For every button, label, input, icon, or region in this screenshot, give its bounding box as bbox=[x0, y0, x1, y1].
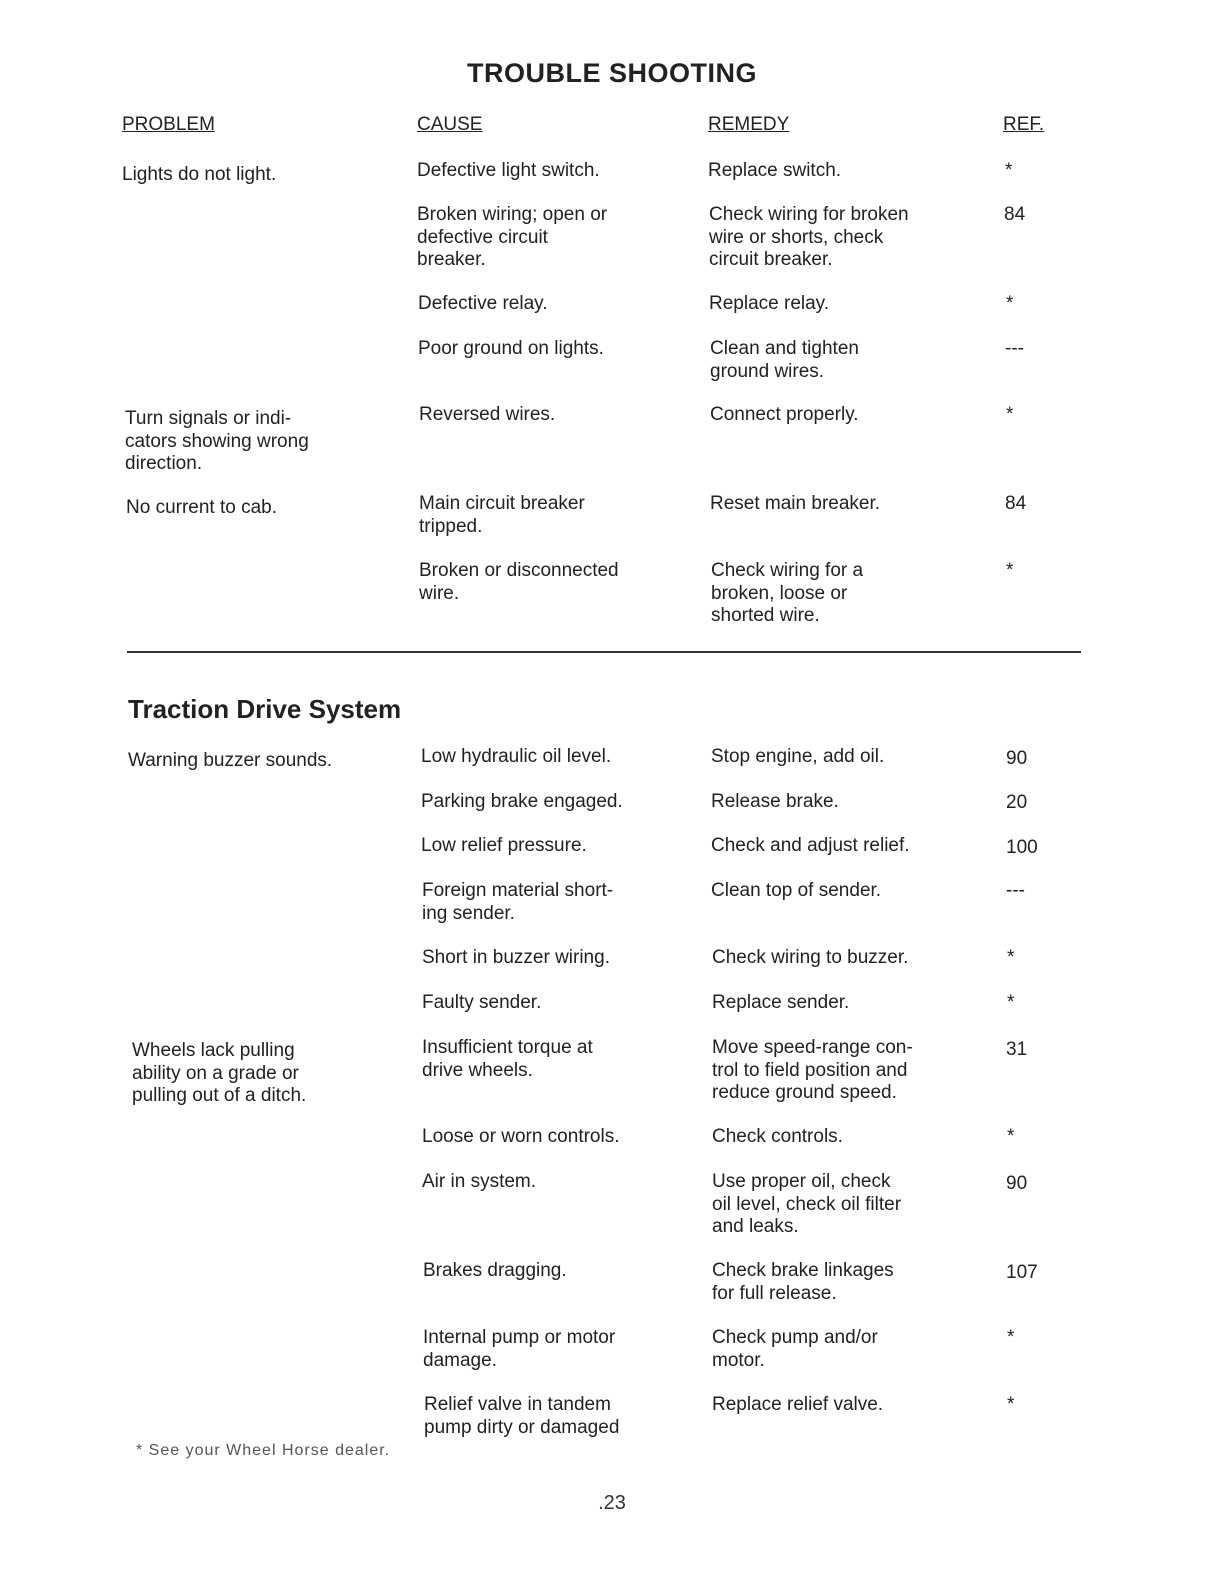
text-line: Reset main breaker. bbox=[710, 493, 881, 514]
remedy-cell bbox=[711, 835, 910, 858]
problem-cell bbox=[126, 497, 277, 520]
text-line: Faulty sender. bbox=[422, 992, 542, 1013]
ref-cell: * bbox=[1007, 1394, 1015, 1415]
text-line: Check wiring for a bbox=[711, 560, 864, 581]
ref-cell: --- bbox=[1005, 338, 1024, 359]
text-line: Foreign material short- bbox=[422, 880, 614, 901]
remedy-cell bbox=[712, 1260, 894, 1305]
text-line: oil level, check oil filter bbox=[712, 1193, 902, 1215]
text-line: broken, loose or bbox=[711, 582, 848, 604]
footnote: * See your Wheel Horse dealer. bbox=[136, 1442, 391, 1459]
ref-cell: * bbox=[1007, 1327, 1015, 1348]
text-line: Insufficient torque at bbox=[422, 1037, 593, 1058]
header-cause: CAUSE bbox=[417, 114, 483, 135]
cause-cell bbox=[418, 338, 604, 361]
remedy-cell bbox=[709, 204, 909, 272]
remedy-cell bbox=[708, 160, 841, 183]
ref-cell: * bbox=[1007, 1126, 1015, 1147]
problem-cell bbox=[128, 750, 332, 773]
text-line: Loose or worn controls. bbox=[422, 1126, 620, 1147]
problem-cell bbox=[125, 408, 309, 476]
remedy-cell bbox=[710, 338, 859, 383]
text-line: wire or shorts, check bbox=[709, 226, 884, 248]
cause-cell bbox=[418, 293, 548, 316]
text-line: Relief valve in tandem bbox=[424, 1394, 611, 1415]
cause-cell bbox=[424, 1394, 619, 1439]
text-line: Check and adjust relief. bbox=[711, 835, 910, 856]
ref-cell: 90 bbox=[1006, 1173, 1028, 1194]
header-remedy: REMEDY bbox=[708, 114, 790, 135]
text-line: Turn signals or indi- bbox=[125, 408, 292, 429]
ref-cell: * bbox=[1007, 947, 1015, 968]
text-line: motor. bbox=[712, 1349, 765, 1371]
ref-cell: 20 bbox=[1006, 792, 1028, 813]
cause-cell bbox=[422, 1037, 593, 1082]
remedy-cell bbox=[711, 560, 863, 628]
cause-cell bbox=[417, 204, 607, 272]
ref-cell: 100 bbox=[1006, 837, 1038, 858]
ref-cell: 90 bbox=[1006, 748, 1028, 769]
ref-cell: * bbox=[1006, 404, 1014, 425]
cause-cell bbox=[419, 493, 585, 538]
text-line: tripped. bbox=[419, 515, 483, 537]
text-line: direction. bbox=[125, 453, 203, 474]
header-ref: REF. bbox=[1003, 114, 1045, 135]
remedy-cell bbox=[712, 992, 849, 1015]
header-problem: PROBLEM bbox=[122, 114, 215, 135]
text-line: Short in buzzer wiring. bbox=[422, 947, 610, 968]
text-line: Check wiring to buzzer. bbox=[712, 947, 909, 968]
text-line: drive wheels. bbox=[422, 1059, 533, 1081]
text-line: Poor ground on lights. bbox=[418, 338, 604, 359]
text-line: Low hydraulic oil level. bbox=[421, 746, 612, 767]
remedy-cell bbox=[712, 947, 908, 970]
text-line: defective circuit bbox=[417, 226, 548, 248]
text-line: Low relief pressure. bbox=[421, 835, 587, 856]
text-line: for full release. bbox=[712, 1282, 837, 1304]
text-line: Connect properly. bbox=[710, 404, 859, 425]
text-line: Check wiring for broken bbox=[709, 204, 909, 225]
ref-cell: * bbox=[1006, 560, 1014, 581]
text-line: Move speed-range con- bbox=[712, 1037, 913, 1058]
cause-cell bbox=[421, 835, 587, 858]
text-line: Defective light switch. bbox=[417, 160, 600, 181]
text-line: reduce ground speed. bbox=[712, 1082, 897, 1103]
cause-cell bbox=[422, 947, 610, 970]
text-line: ability on a grade or bbox=[132, 1062, 299, 1084]
text-line: Main circuit breaker bbox=[419, 493, 585, 514]
cause-cell bbox=[419, 404, 555, 427]
text-line: Check pump and/or bbox=[712, 1327, 878, 1348]
text-line: Replace switch. bbox=[708, 160, 842, 181]
text-line: Use proper oil, check bbox=[712, 1171, 891, 1192]
text-line: and leaks. bbox=[712, 1216, 799, 1237]
cause-cell bbox=[421, 791, 623, 814]
text-line: Parking brake engaged. bbox=[421, 791, 623, 812]
cause-cell bbox=[423, 1327, 615, 1372]
remedy-cell bbox=[711, 791, 839, 814]
ref-cell: 84 bbox=[1005, 493, 1027, 514]
ref-cell: --- bbox=[1006, 880, 1025, 901]
text-line: Wheels lack pulling bbox=[132, 1040, 295, 1061]
remedy-cell bbox=[711, 746, 884, 769]
problem-cell bbox=[122, 164, 276, 187]
section-divider bbox=[127, 651, 1081, 653]
text-line: Broken or disconnected bbox=[419, 560, 619, 581]
remedy-cell bbox=[712, 1126, 843, 1149]
section-title: Traction Drive System bbox=[128, 694, 402, 724]
remedy-cell bbox=[710, 493, 880, 516]
text-line: breaker. bbox=[417, 249, 486, 270]
text-line: Clean and tighten bbox=[710, 338, 859, 359]
text-line: Replace sender. bbox=[712, 992, 850, 1013]
ref-cell: * bbox=[1007, 992, 1015, 1013]
cause-cell bbox=[422, 992, 541, 1015]
text-line: Check controls. bbox=[712, 1126, 843, 1147]
text-line: Brakes dragging. bbox=[423, 1260, 567, 1281]
cause-cell bbox=[419, 560, 619, 605]
page-title: TROUBLE SHOOTING bbox=[467, 58, 757, 88]
text-line: Clean top of sender. bbox=[711, 880, 882, 901]
text-line: pulling out of a ditch. bbox=[132, 1085, 307, 1106]
text-line: Reversed wires. bbox=[419, 404, 556, 425]
text-line: Release brake. bbox=[711, 791, 839, 812]
text-line: Warning buzzer sounds. bbox=[128, 750, 333, 771]
remedy-cell bbox=[712, 1171, 901, 1239]
text-line: Internal pump or motor bbox=[423, 1327, 616, 1348]
text-line: Replace relay. bbox=[709, 293, 830, 314]
remedy-cell bbox=[712, 1037, 913, 1105]
text-line: Broken wiring; open or bbox=[417, 204, 608, 225]
text-line: Defective relay. bbox=[418, 293, 548, 314]
cause-cell bbox=[422, 1126, 620, 1149]
text-line: damage. bbox=[423, 1349, 497, 1371]
text-line: ground wires. bbox=[710, 360, 825, 382]
text-line: wire. bbox=[419, 582, 460, 604]
text-line: shorted wire. bbox=[711, 605, 820, 626]
ref-cell: * bbox=[1005, 160, 1013, 181]
remedy-cell bbox=[709, 293, 829, 316]
text-line: Lights do not light. bbox=[122, 164, 277, 185]
cause-cell bbox=[423, 1260, 567, 1283]
text-line: Replace relief valve. bbox=[712, 1394, 884, 1415]
cause-cell bbox=[422, 1171, 536, 1194]
ref-cell: * bbox=[1006, 293, 1014, 314]
text-line: Air in system. bbox=[422, 1171, 537, 1192]
ref-cell: 31 bbox=[1006, 1039, 1028, 1060]
cause-cell bbox=[417, 160, 600, 183]
ref-cell: 107 bbox=[1006, 1262, 1038, 1283]
text-line: circuit breaker. bbox=[709, 249, 833, 270]
text-line: Stop engine, add oil. bbox=[711, 746, 885, 767]
page-number: .23 bbox=[598, 1492, 626, 1514]
remedy-cell bbox=[712, 1327, 878, 1372]
cause-cell bbox=[421, 746, 611, 769]
cause-cell bbox=[422, 880, 613, 925]
problem-cell bbox=[132, 1040, 306, 1108]
text-line: ing sender. bbox=[422, 902, 515, 924]
remedy-cell bbox=[712, 1394, 883, 1417]
remedy-cell bbox=[711, 880, 881, 903]
text-line: cators showing wrong bbox=[125, 430, 309, 452]
text-line: Check brake linkages bbox=[712, 1260, 894, 1281]
text-line: No current to cab. bbox=[126, 497, 278, 518]
remedy-cell bbox=[710, 404, 859, 427]
ref-cell: 84 bbox=[1004, 204, 1026, 225]
text-line: trol to field position and bbox=[712, 1059, 908, 1081]
text-line: pump dirty or damaged bbox=[424, 1416, 620, 1438]
